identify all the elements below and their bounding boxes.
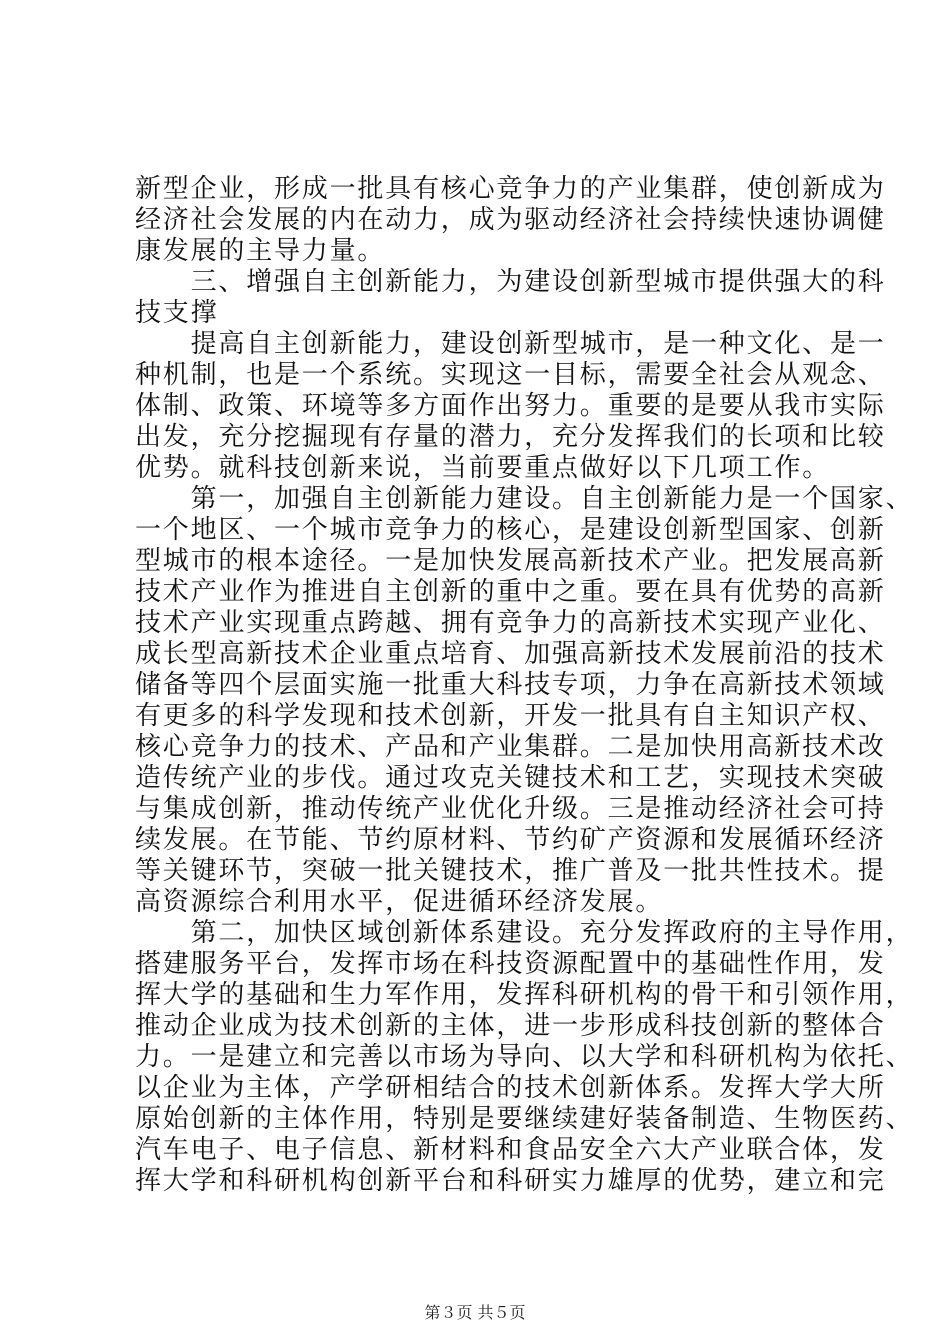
body-text-line: 技术产业作为推进自主创新的重中之重。要在具有优势的高新 (135, 577, 886, 607)
body-text-line: 第二，加快区域创新体系建设。充分发挥政府的主导作用， (135, 918, 914, 948)
body-text-line: 核心竞争力的技术、产品和产业集群。二是加快用高新技术改 (135, 732, 886, 762)
body-text-line: 续发展。在节能、节约原材料、节约矿产资源和发展循环经济 (135, 825, 886, 855)
body-text-line: 与集成创新，推动传统产业优化升级。三是推动经济社会可持 (135, 794, 886, 824)
body-text-line: 成长型高新技术企业重点培育、加强高新技术发展前沿的技术 (135, 639, 886, 669)
body-text-line: 出发，充分挖掘现有存量的潜力，充分发挥我们的长项和比较 (135, 422, 886, 452)
document-body (135, 174, 914, 1197)
body-text-line: 技支撑 (135, 298, 219, 328)
body-text-line: 等关键环节，突破一批关键技术，推广普及一批共性技术。提 (135, 856, 886, 886)
body-text-line: 挥大学和科研机构创新平台和科研实力雄厚的优势，建立和完 (135, 1166, 886, 1196)
body-text-line: 挥大学的基础和生力军作用，发挥科研机构的骨干和引领作用， (135, 980, 914, 1010)
body-text-line: 种机制，也是一个系统。实现这一目标，需要全社会从观念、 (135, 360, 886, 390)
body-text-line: 康发展的主导力量。 (135, 236, 386, 266)
body-text-line: 高资源综合利用水平，促进循环经济发展。 (135, 887, 664, 917)
body-text-line: 力。一是建立和完善以市场为导向、以大学和科研机构为依托、 (135, 1042, 914, 1072)
body-text-line: 技术产业实现重点跨越、拥有竞争力的高新技术实现产业化、 (135, 608, 886, 638)
body-text-line: 体制、政策、环境等多方面作出努力。重要的是要从我市实际 (135, 391, 886, 421)
body-text-line: 优势。就科技创新来说，当前要重点做好以下几项工作。 (135, 453, 831, 483)
body-text-line: 经济社会发展的内在动力，成为驱动经济社会持续快速协调健 (135, 205, 886, 235)
body-text-line: 型城市的根本途径。一是加快发展高新技术产业。把发展高新 (135, 546, 886, 576)
body-text-line: 推动企业成为技术创新的主体，进一步形成科技创新的整体合 (135, 1011, 886, 1041)
body-text-line: 有更多的科学发现和技术创新，开发一批具有自主知识产权、 (135, 701, 886, 731)
body-text-line: 新型企业，形成一批具有核心竞争力的产业集群，使创新成为 (135, 174, 886, 204)
body-text-line: 储备等四个层面实施一批重大科技专项，力争在高新技术领域 (135, 670, 886, 700)
page-footer: 第３页 共５页 (424, 1303, 526, 1322)
body-text-line: 提高自主创新能力，建设创新型城市，是一种文化、是一 (135, 329, 886, 359)
body-text-line: 第一，加强自主创新能力建设。自主创新能力是一个国家、 (135, 484, 914, 514)
body-text-line: 原始创新的主体作用，特别是要继续建好装备制造、生物医药、 (135, 1104, 914, 1134)
body-text-line: 造传统产业的步伐。通过攻克关键技术和工艺，实现技术突破 (135, 763, 886, 793)
body-text-line: 三、增强自主创新能力，为建设创新型城市提供强大的科 (135, 267, 886, 297)
body-text-line: 汽车电子、电子信息、新材料和食品安全六大产业联合体，发 (135, 1135, 886, 1165)
body-text-line: 以企业为主体，产学研相结合的技术创新体系。发挥大学大所 (135, 1073, 886, 1103)
body-text-line: 一个地区、一个城市竞争力的核心，是建设创新型国家、创新 (135, 515, 886, 545)
body-text-line: 搭建服务平台，发挥市场在科技资源配置中的基础性作用，发 (135, 949, 886, 979)
